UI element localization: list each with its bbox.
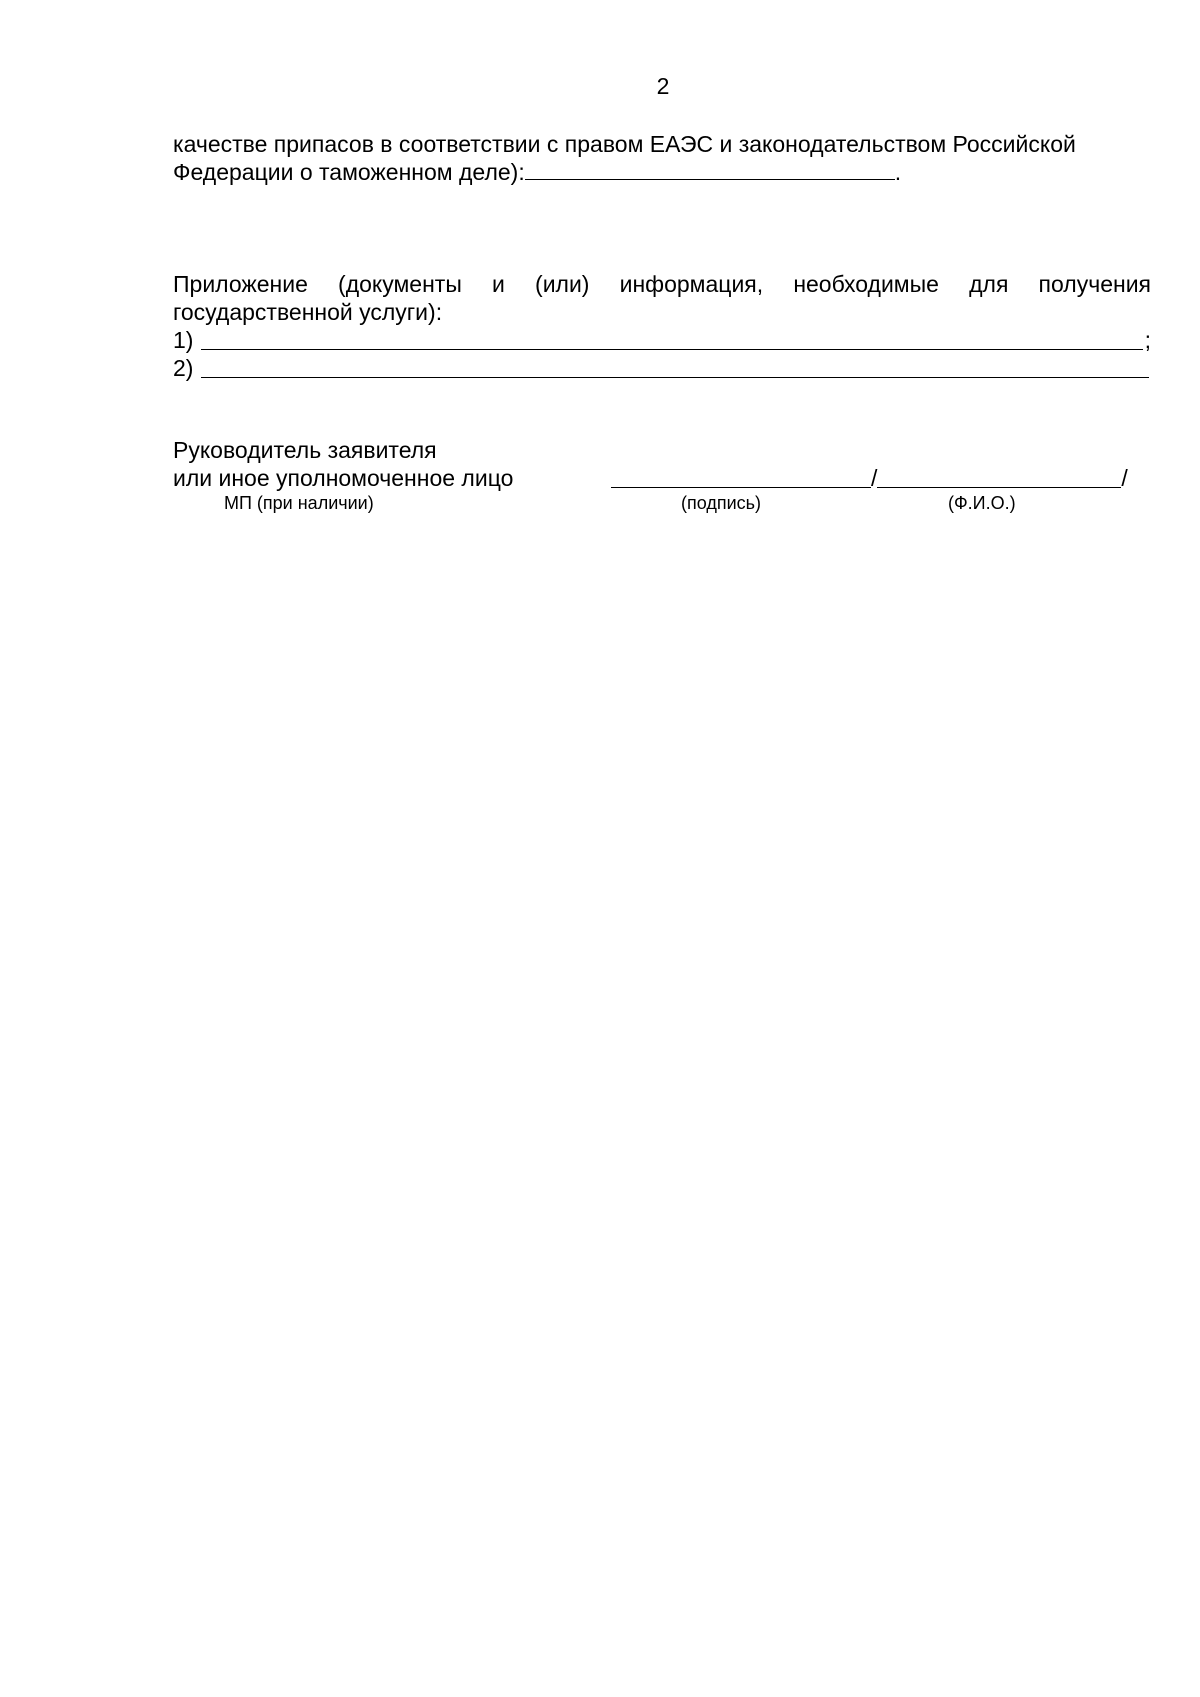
name-caption: (Ф.И.О.) bbox=[948, 493, 1016, 513]
continuation-paragraph bbox=[173, 130, 1151, 186]
appendix-heading-line-2: государственной услуги): bbox=[173, 299, 443, 325]
appendix-heading-line-1: Приложение (документы и (или) информация, необходимые для получения bbox=[173, 271, 1151, 297]
page-number: 2 bbox=[656, 73, 670, 99]
signatory-label-line-1: Руководитель заявителя bbox=[173, 437, 437, 463]
signature-caption: (подпись) bbox=[681, 493, 762, 513]
appendix-section bbox=[173, 270, 1151, 382]
name-blank-field[interactable] bbox=[877, 465, 1121, 488]
signature-blank-field[interactable] bbox=[611, 465, 871, 488]
signature-block bbox=[173, 436, 1151, 514]
appendix-item-blank-field[interactable] bbox=[201, 355, 1149, 378]
signature-captions bbox=[173, 492, 1151, 514]
continuation-line-2-end: . bbox=[894, 159, 902, 185]
signatory-label-line-2: или иное уполномоченное лицо bbox=[173, 465, 514, 491]
appendix-item-1 bbox=[173, 326, 1151, 354]
signature-slash: / bbox=[871, 465, 878, 491]
customs-blank-field[interactable] bbox=[525, 159, 895, 180]
signature-row bbox=[173, 464, 1151, 492]
appendix-item-2 bbox=[173, 354, 1151, 382]
appendix-item-number: 2) bbox=[173, 355, 194, 381]
continuation-line-1: качестве припасов в соответствии с правом ЕАЭС и законодательством Российской bbox=[173, 131, 1076, 157]
stamp-caption: МП (при наличии) bbox=[224, 493, 374, 513]
appendix-item-punct: ; bbox=[1144, 327, 1151, 353]
continuation-line-2-text: Федерации о таможенном деле): bbox=[173, 159, 525, 185]
appendix-item-number: 1) bbox=[173, 327, 194, 353]
continuation-line-2 bbox=[173, 158, 1151, 186]
appendix-item-blank-field[interactable] bbox=[201, 327, 1142, 350]
name-slash: / bbox=[1121, 465, 1128, 491]
